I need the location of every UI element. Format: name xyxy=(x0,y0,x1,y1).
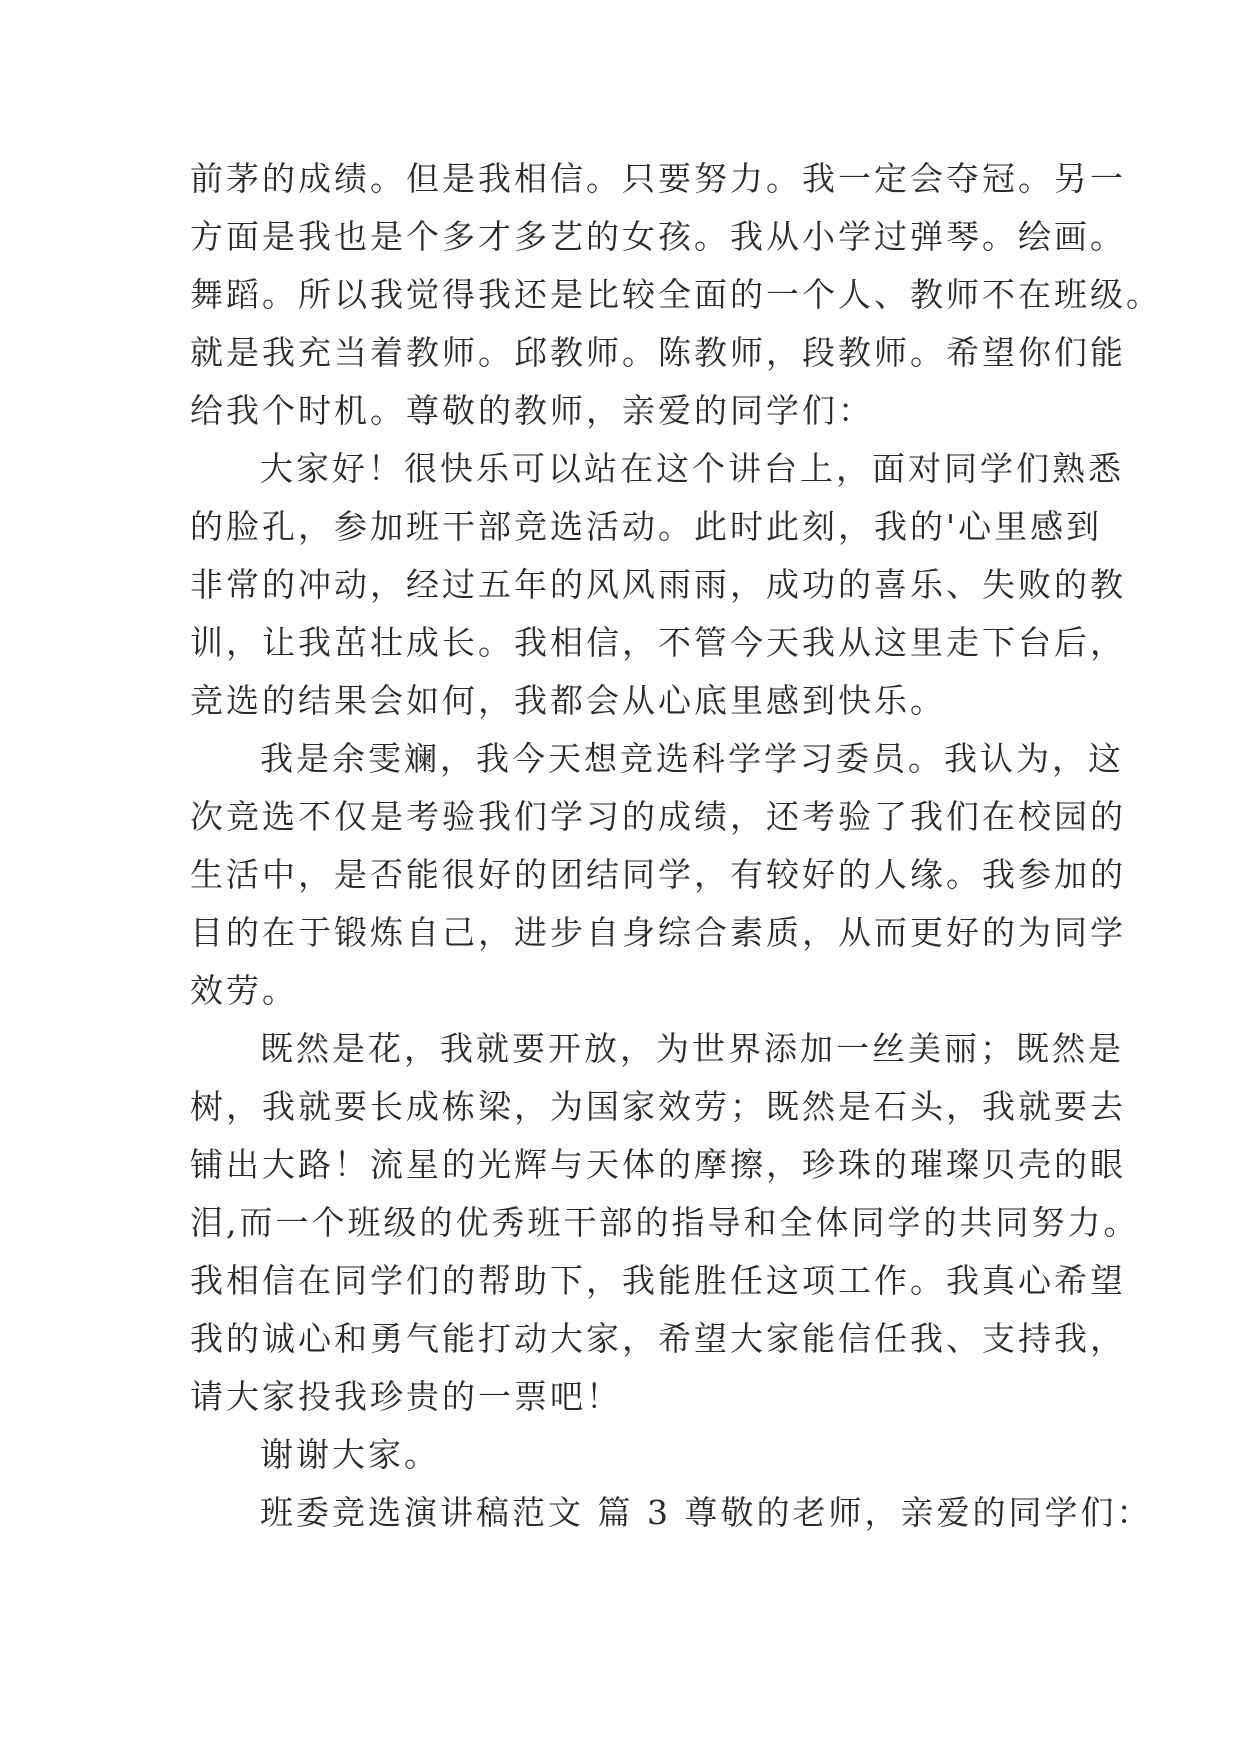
text-line: 前茅的成绩。但是我相信。只要努力。我一定会夺冠。另一 xyxy=(190,159,1126,198)
text-line: 大家好！很快乐可以站在这个讲台上，面对同学们熟悉 xyxy=(260,449,1124,488)
text-line: 生活中，是否能很好的团结同学，有较好的人缘。我参加的 xyxy=(190,855,1126,894)
text-line: 次竞选不仅是考验我们学习的成绩，还考验了我们在校园的 xyxy=(190,797,1126,836)
text-line: 谢谢大家。 xyxy=(260,1435,440,1474)
text-line: 班委竞选演讲稿范文 篇 3 尊敬的老师，亲爱的同学们： xyxy=(260,1493,1153,1532)
text-line: 的脸孔，参加班干部竞选活动。此时此刻，我的'心里感到 xyxy=(190,507,1103,546)
text-line: 铺出大路！流星的光辉与天体的摩擦，珍珠的璀璨贝壳的眼 xyxy=(190,1145,1126,1184)
text-line: 既然是花，我就要开放，为世界添加一丝美丽；既然是 xyxy=(260,1029,1124,1068)
text-line: 我的诚心和勇气能打动大家，希望大家能信任我、支持我， xyxy=(190,1319,1126,1358)
text-line: 舞蹈。所以我觉得我还是比较全面的一个人、教师不在班级。 xyxy=(190,275,1162,314)
text-line: 非常的冲动，经过五年的风风雨雨，成功的喜乐、失败的教 xyxy=(190,565,1126,604)
text-line: 目的在于锻炼自己，进步自身综合素质，从而更好的为同学 xyxy=(190,913,1126,952)
text-line: 训，让我茁壮成长。我相信，不管今天我从这里走下台后， xyxy=(190,623,1126,662)
text-line: 我相信在同学们的帮助下，我能胜任这项工作。我真心希望 xyxy=(190,1261,1126,1300)
text-line: 给我个时机。尊敬的教师，亲爱的同学们： xyxy=(190,391,874,430)
text-line: 树，我就要长成栋梁，为国家效劳；既然是石头，我就要去 xyxy=(190,1087,1126,1126)
text-line: 泪,而一个班级的优秀班干部的指导和全体同学的共同努力。 xyxy=(190,1203,1140,1242)
text-line: 竞选的结果会如何，我都会从心底里感到快乐。 xyxy=(190,681,946,720)
text-line: 请大家投我珍贵的一票吧！ xyxy=(190,1377,622,1416)
text-line: 就是我充当着教师。邱教师。陈教师，段教师。希望你们能 xyxy=(190,333,1126,372)
text-line: 效劳。 xyxy=(190,971,298,1010)
text-line: 我是余雯斓，我今天想竞选科学学习委员。我认为，这 xyxy=(260,739,1124,778)
document-body xyxy=(190,150,1162,1542)
text-line: 方面是我也是个多才多艺的女孩。我从小学过弹琴。绘画。 xyxy=(190,217,1126,256)
